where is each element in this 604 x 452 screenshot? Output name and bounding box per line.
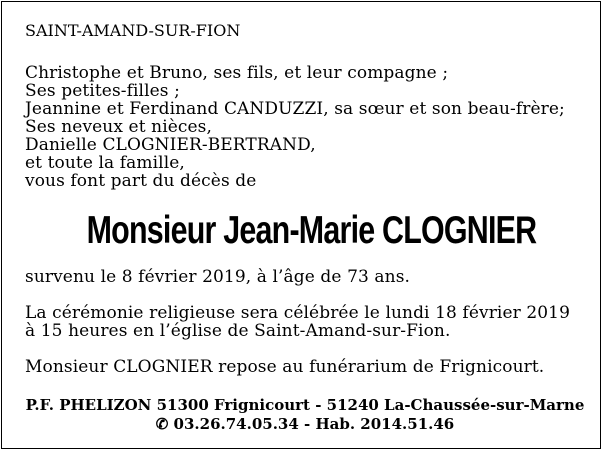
family-line: vous font part du décès de — [25, 171, 257, 191]
funeral-home-footer — [25, 396, 585, 434]
notice-content — [25, 22, 585, 434]
funeral-home-phone: ✆ 03.26.74.05.34 - Hab. 2014.51.46 — [155, 415, 455, 433]
family-line: Ses neveux et nièces, — [25, 117, 212, 137]
place-heading: SAINT-AMAND-SUR-FION — [25, 21, 241, 40]
rest-block — [25, 358, 585, 376]
notice-frame — [1, 1, 601, 449]
deceased-name: Monsieur Jean-Marie CLOGNIER — [86, 209, 537, 252]
rest-line: Monsieur CLOGNIER repose au funérarium de Frignicourt. — [25, 357, 545, 377]
family-line: et toute la famille, — [25, 153, 185, 173]
family-line: Christophe et Bruno, ses fils, et leur compagne ; — [25, 63, 449, 83]
family-line: Ses petites-filles ; — [25, 81, 180, 101]
death-block — [25, 268, 585, 286]
family-block — [25, 64, 585, 190]
death-line: survenu le 8 février 2019, à l’âge de 73 ans. — [25, 267, 411, 287]
family-line: Jeannine et Ferdinand CANDUZZI, sa sœur et son beau-frère; — [25, 99, 565, 119]
ceremony-line: La cérémonie religieuse sera célébrée le lundi 18 février 2019 — [25, 303, 571, 323]
funeral-home-address: P.F. PHELIZON 51300 Frignicourt - 51240 La-Chaussée-sur-Marne — [25, 396, 585, 414]
family-line: Danielle CLOGNIER-BERTRAND, — [25, 135, 316, 155]
ceremony-line: à 15 heures en l’église de Saint-Amand-sur-Fion. — [25, 321, 451, 341]
ceremony-block — [25, 304, 585, 340]
